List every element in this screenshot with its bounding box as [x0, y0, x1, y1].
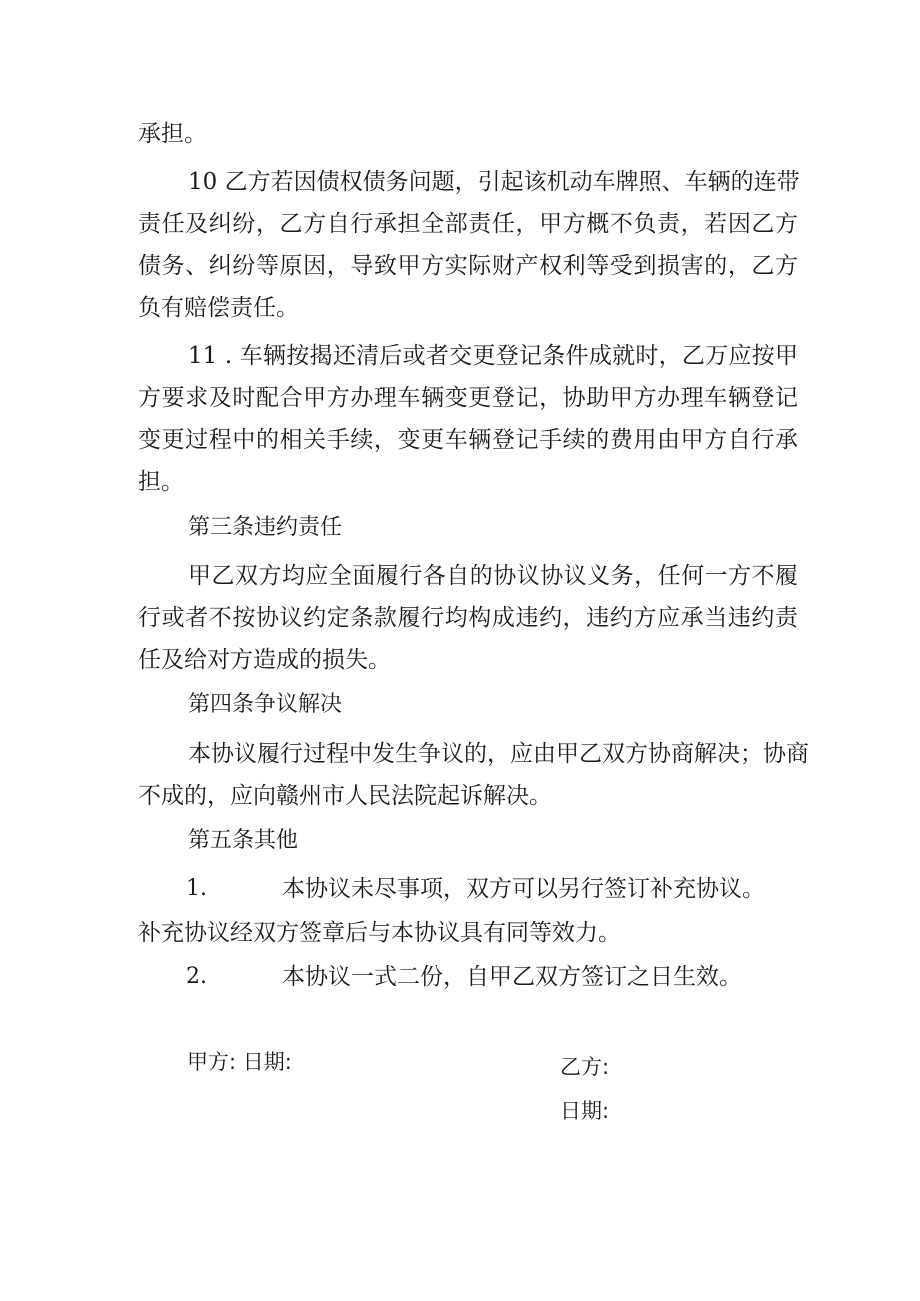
clause-10-line: 责任及纠纷，乙方自行承担全部责任，甲方概不负责，若因乙方 — [138, 211, 798, 237]
section-3-line: 行或者不按协议约定条款履行均构成违约，违约方应承当违约责 — [138, 605, 798, 631]
section-3-line: 甲乙双方均应全面履行各自的协议协议义务，任何一方不履 — [188, 563, 798, 589]
clause-11-line: 担。 — [138, 469, 184, 495]
party-b-date: 日期: — [560, 1099, 610, 1123]
clause-11-line: 方要求及时配合甲方办理车辆变更登记，协助甲方办理车辆登记 — [138, 385, 798, 411]
item-1-text: 本协议未尽事项，双方可以另行签订补充协议。 — [282, 876, 765, 902]
clause-10-line: 债务、纠纷等原因，导致甲方实际财产权利等受到损害的，乙方 — [138, 253, 798, 279]
party-b-signature: 乙方: — [560, 1055, 610, 1079]
item-1-continuation: 补充协议经双方签章后与本协议具有同等效力。 — [138, 920, 621, 946]
clause-10-line: 10 乙方若因债权债务问题，引起该机动车牌照、车辆的连带 — [188, 169, 800, 195]
clause-10-line: 负有赔偿责任。 — [138, 295, 299, 321]
section-4-line: 不成的，应向赣州市人民法院起诉解决。 — [138, 783, 552, 809]
item-1-number: 1. — [186, 876, 207, 901]
item-2-number: 2. — [186, 964, 207, 989]
section-3-heading: 第三条违约责任 — [188, 515, 343, 540]
section-4-line: 本协议履行过程中发生争议的，应由甲乙双方协商解决；协商 — [188, 741, 809, 767]
party-a-signature-date: 甲方: 日期: — [187, 1050, 292, 1074]
clause-11-line: 11 . 车辆按揭还清后或者交更登记条件成就时，乙万应按甲 — [188, 343, 798, 369]
section-5-heading: 第五条其他 — [188, 828, 299, 853]
item-2-text: 本协议一式二份，自甲乙双方签订之日生效。 — [282, 964, 742, 990]
clause-11-line: 变更过程中的相关手续，变更车辆登记手续的费用由甲方自行承 — [138, 427, 798, 453]
section-3-line: 任及给对方造成的损失。 — [138, 647, 391, 673]
paragraph-continuation-line: 承担。 — [138, 121, 207, 147]
section-4-heading: 第四条争议解决 — [188, 692, 343, 717]
